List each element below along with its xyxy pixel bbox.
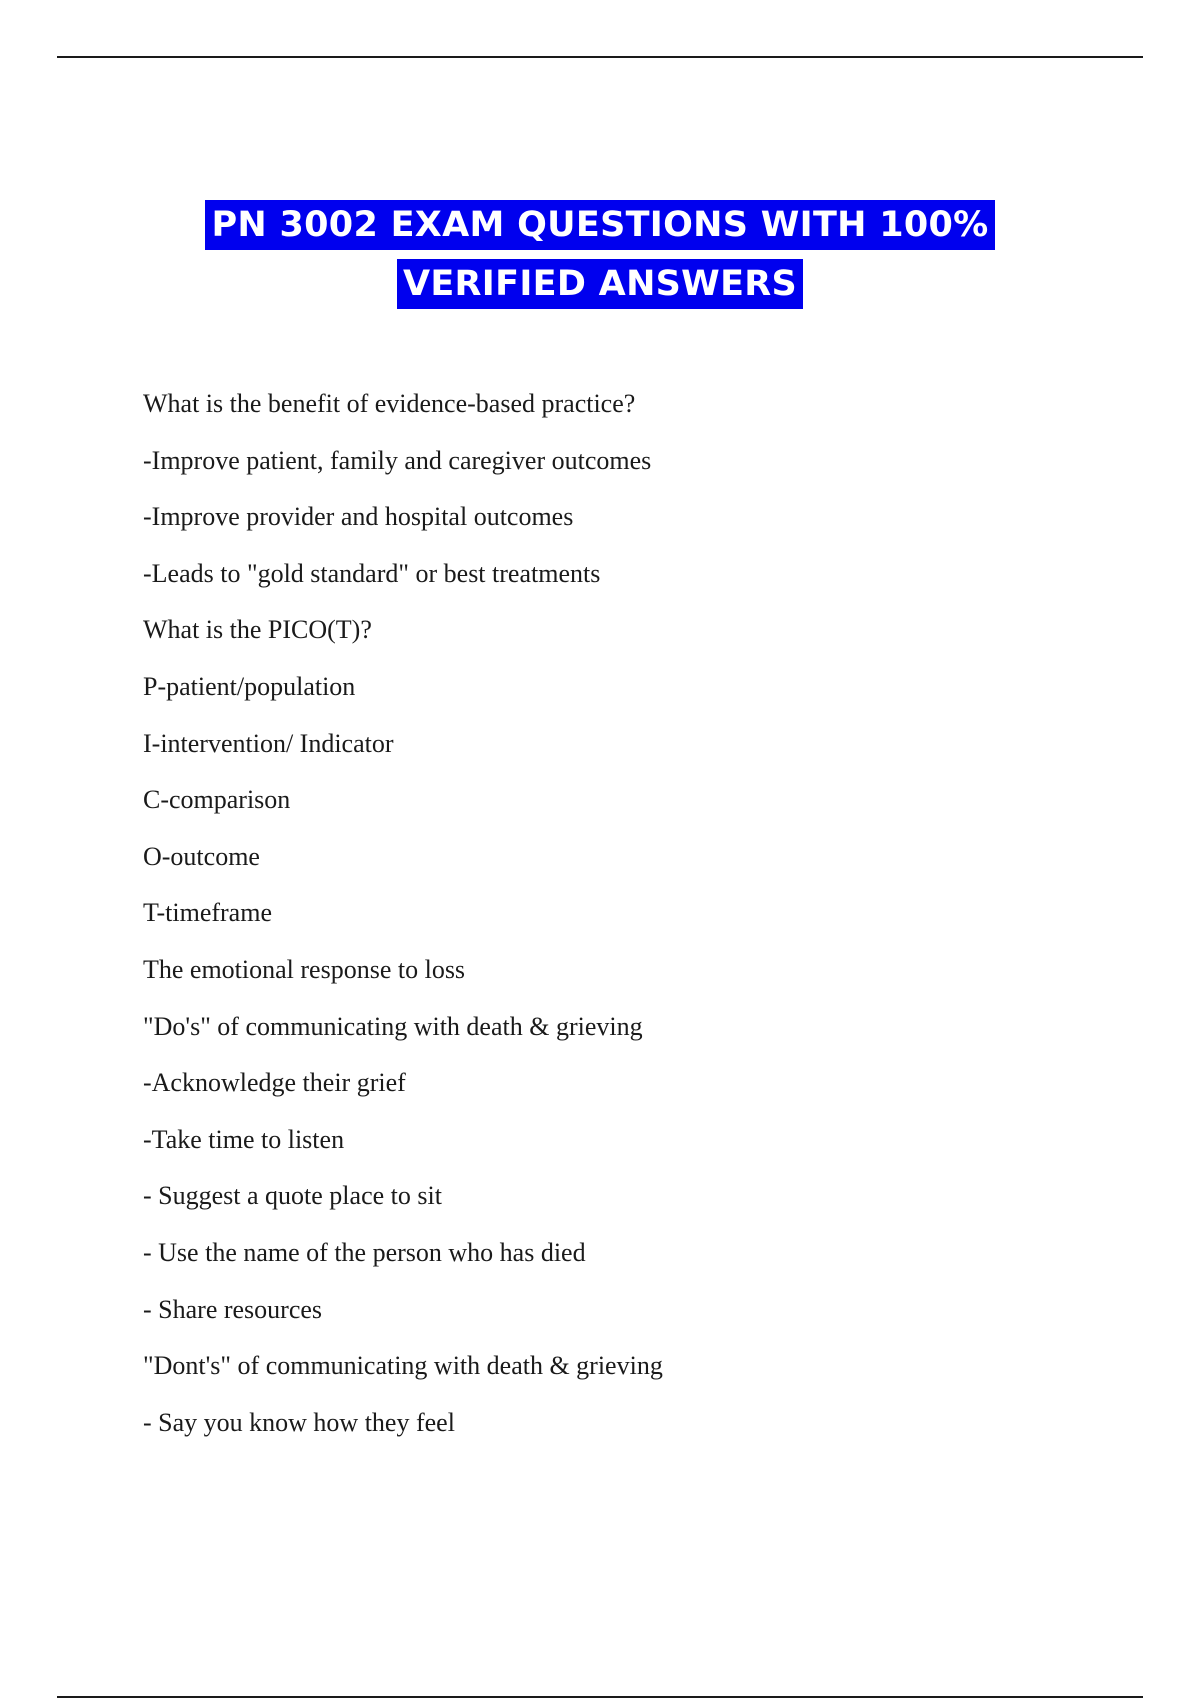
- body-line: I-intervention/ Indicator: [143, 728, 394, 758]
- body-line: O-outcome: [143, 841, 260, 871]
- body-line: -Take time to listen: [143, 1124, 345, 1154]
- body-line: -Improve patient, family and caregiver outcomes: [143, 445, 652, 475]
- body-line: What is the benefit of evidence-based practice?: [143, 389, 636, 418]
- title-line-1: PN 3002 EXAM QUESTIONS WITH 100%: [205, 200, 994, 250]
- body-line: The emotional response to loss: [143, 954, 466, 984]
- body-line: P-patient/population: [143, 671, 356, 701]
- body-line: T-timeframe: [143, 898, 272, 928]
- body-line: - Share resources: [143, 1294, 323, 1324]
- body-line: - Suggest a quote place to sit: [143, 1181, 442, 1211]
- body-line: -Leads to "gold standard" or best treatments: [143, 558, 601, 588]
- body-line: C-comparison: [143, 785, 291, 815]
- body-line: -Improve provider and hospital outcomes: [143, 502, 574, 532]
- document-title: [0, 200, 1200, 318]
- top-rule: [57, 56, 1143, 58]
- bottom-rule: [57, 1696, 1143, 1698]
- body-line: -Acknowledge their grief: [143, 1068, 406, 1098]
- body-line: - Use the name of the person who has died: [143, 1237, 586, 1267]
- body-line: What is the PICO(T)?: [143, 615, 372, 645]
- body-line: "Dont's" of communicating with death & grieving: [143, 1351, 663, 1381]
- document-body: [143, 390, 1103, 1465]
- title-line-2: VERIFIED ANSWERS: [397, 259, 803, 309]
- body-line: - Say you know how they feel: [143, 1407, 455, 1437]
- body-line: "Do's" of communicating with death & grieving: [143, 1011, 643, 1041]
